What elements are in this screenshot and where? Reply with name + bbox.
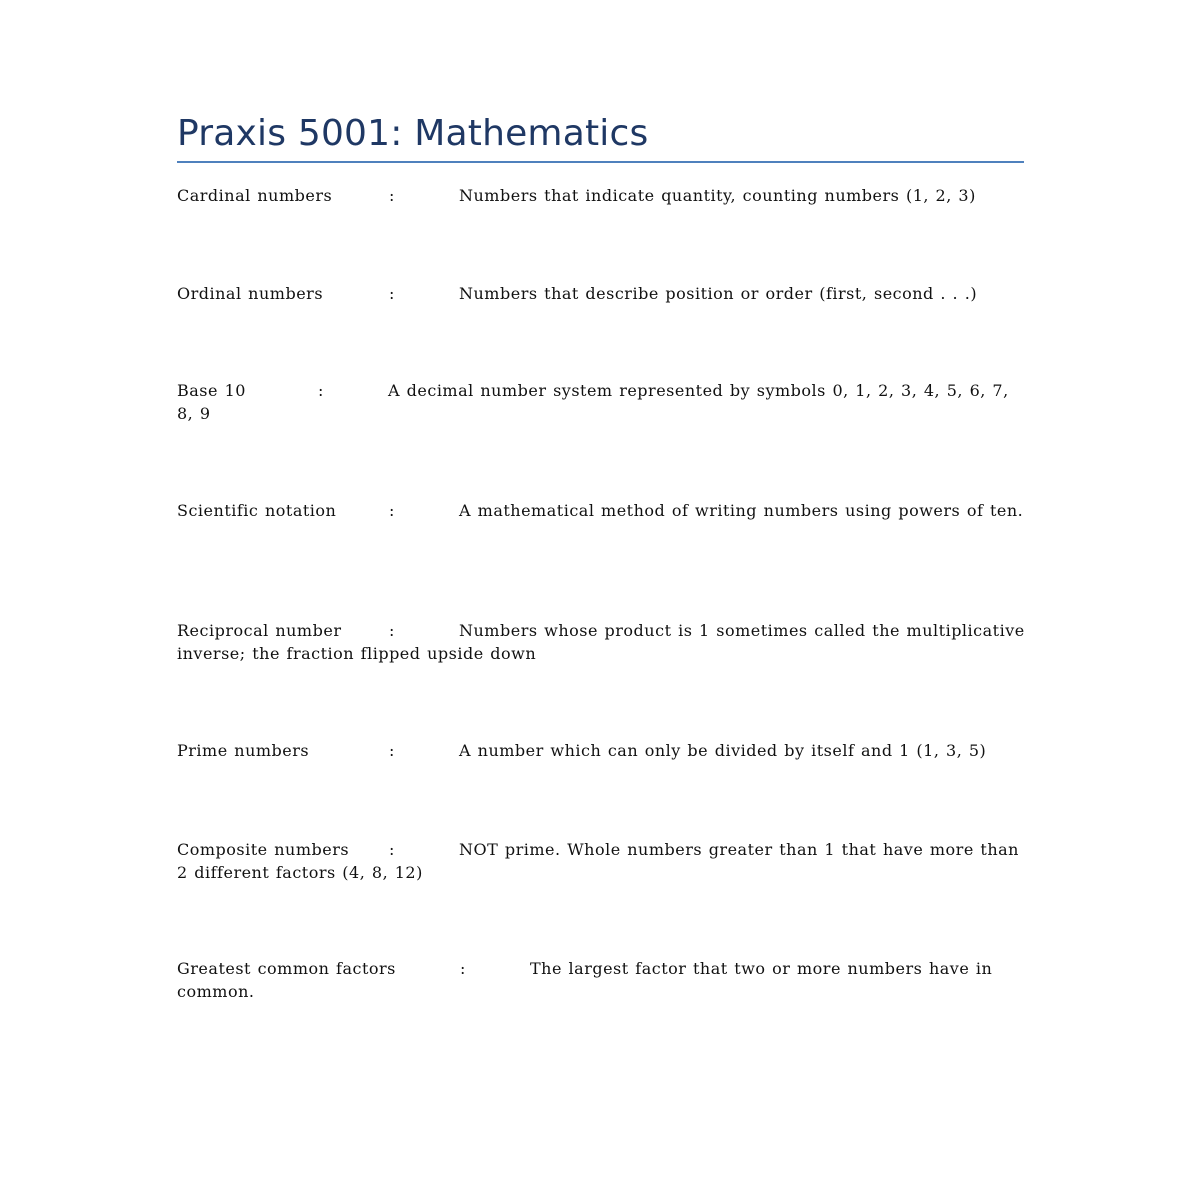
definition-entry [177,839,1025,884]
entry-term: Scientific notation [177,501,337,520]
entry-term: Ordinal numbers [177,284,324,303]
entry-colon: : [389,741,395,760]
entry-definition: NOT prime. Whole numbers greater than 1 that have more than 2 different factors (4, 8, 12) [177,840,1019,882]
definition-entry [177,283,1025,306]
definition-entry [177,500,1025,523]
entry-definition: Numbers whose product is 1 sometimes called the multiplicative inverse; the fraction flipped upside down [177,621,1025,663]
entry-term: Reciprocal number [177,621,342,640]
entry-definition: A number which can only be divided by itself and 1 (1, 3, 5) [459,741,987,760]
definition-entry [177,958,1025,1003]
entry-term: Cardinal numbers [177,186,333,205]
entry-colon: : [318,381,324,400]
entry-definition: Numbers that describe position or order (first, second . . .) [459,284,978,303]
entry-term: Base 10 [177,381,246,400]
entry-definition: Numbers that indicate quantity, counting numbers (1, 2, 3) [459,186,976,205]
entry-term: Composite numbers [177,840,350,859]
document-title: Praxis 5001: Mathematics [177,113,649,154]
entry-term: Prime numbers [177,741,310,760]
entry-colon: : [389,621,395,640]
entry-term: Greatest common factors [177,959,396,978]
entry-colon: : [389,840,395,859]
entry-definition: A mathematical method of writing numbers using powers of ten. [459,501,1024,520]
definition-entry [177,740,1025,763]
entry-colon: : [460,959,466,978]
entry-definition: The largest factor that two or more numbers have in common. [177,959,993,1001]
entry-definition: A decimal number system represented by symbols 0, 1, 2, 3, 4, 5, 6, 7, 8, 9 [177,381,1009,423]
entry-colon: : [389,186,395,205]
entry-colon: : [389,501,395,520]
definition-entry [177,185,1025,208]
entry-colon: : [389,284,395,303]
definition-entry [177,380,1025,425]
title-underline [177,161,1024,163]
definition-entry [177,620,1025,665]
